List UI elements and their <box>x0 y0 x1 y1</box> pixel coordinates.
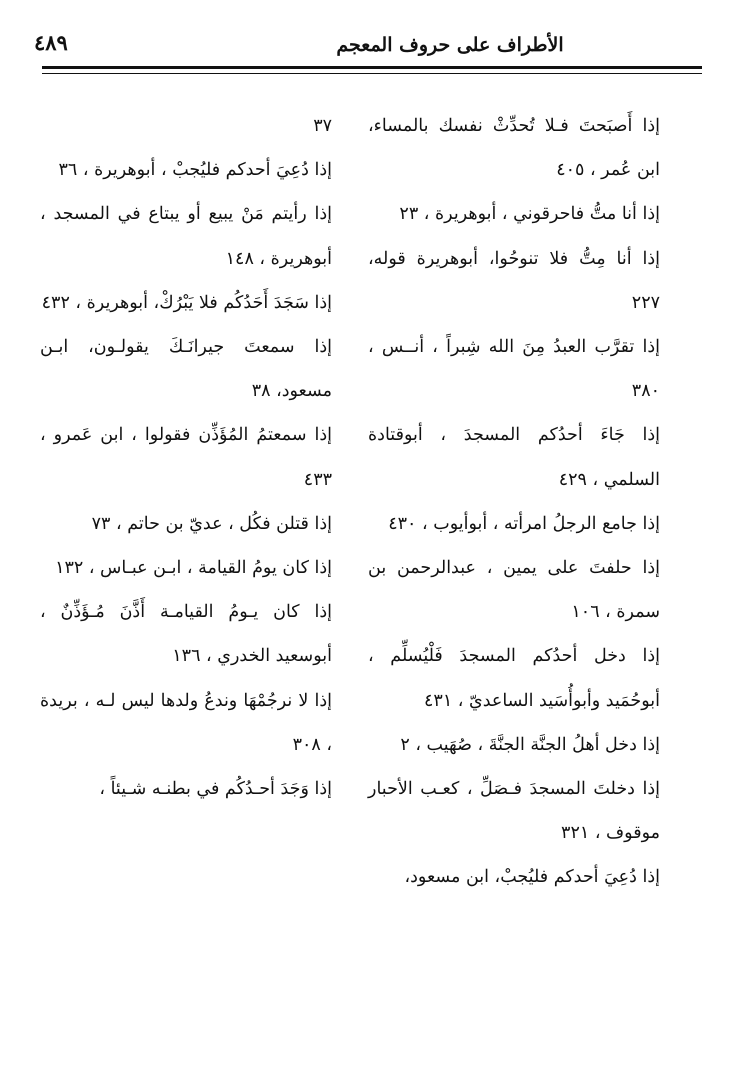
entry: إذا تقرَّب العبدُ مِنَ الله شِبراً ، أنــس ، ٣٨٠ <box>368 337 660 402</box>
entry: إذا كان يومُ القيامة ، ابـن عبـاس ، ١٣٢ <box>55 558 332 579</box>
entry: إذا دُعِيَ أحدكم فليُجبْ ، أبوهريرة ، ٣٦ <box>58 160 332 181</box>
entry: إذا جامع الرجلُ امرأته ، أبوأيوب ، ٤٣٠ <box>388 513 660 534</box>
entry: إذا لا نرجُمْهَا وندعُ ولدها ليس لـه ، بريدة ، ٣٠٨ <box>40 690 332 755</box>
entry: إذا دخلتَ المسجدَ فـصَلِّ ، كعـب الأحبار موقوف ، ٣٢١ <box>368 779 660 844</box>
entry: إذا أنا مِتُّ فلا تنوحُوا، أبوهريرة قوله، ٢٢٧ <box>368 248 660 313</box>
entry: إذا أنا متُّ فاحرقوني ، أبوهريرة ، ٢٣ <box>399 204 660 225</box>
entry: إذا أَصبَحتَ فـلا تُحدِّثْ نفسك بالمساء، ابن عُمر ، ٤٠٥ <box>368 116 660 181</box>
header-rule-thick <box>42 66 702 69</box>
entry: إذا حلفتَ على يمين ، عبدالرحمن بن سمرة ، ١٠٦ <box>368 558 660 623</box>
entry: إذا سَجَدَ أَحَدُكُم فلا يَبْرُكْ، أبوهريرة ، ٤٣٢ <box>41 292 332 313</box>
entry: إذا وَجَدَ أحـدُكُم في بطنـه شـيئاً ، <box>99 779 332 800</box>
entry: إذا كان يـومُ القيامـة أَذَّنَ مُـؤَذِّنٌ ، أبوسعيد الخدري ، ١٣٦ <box>40 602 332 667</box>
entry: إذا قتلن فكُل ، عديّ بن حاتم ، ٧٣ <box>91 513 332 534</box>
left-column <box>40 104 332 811</box>
right-column <box>368 104 660 900</box>
entry: إذا دخل أحدُكم المسجدَ فَلْيُسلِّم ، أبوحُمَيد وأبوأُسَيد الساعديّ ، ٤٣١ <box>368 646 660 711</box>
entry: إذا دُعِيَ أحدكم فليُجبْ، ابن مسعود، <box>404 867 660 888</box>
page-number: ٤٨٩ <box>34 30 68 55</box>
entry: إذا دخل أهلُ الجنَّة الجنَّةَ ، صُهَيب ، ٢ <box>400 734 660 755</box>
entry: إذا سمعتمُ المُؤَذِّن فقولوا ، ابن عَمرو ، ٤٣٣ <box>40 425 332 490</box>
entry: إذا رأيتم مَنْ يبيع أو يبتاع في المسجد ، أبوهريرة ، ١٤٨ <box>40 204 332 269</box>
header-rule-thin <box>42 73 702 74</box>
entry: إذا سمعتَ جيرانَـكَ يقولـون، ابـن مسعود، ٣٨ <box>40 337 332 402</box>
running-title: الأطراف على حروف المعجم <box>336 34 564 56</box>
entry: إذا جَاءَ أحدُكم المسجدَ ، أبوقتادة السلمي ، ٤٢٩ <box>368 425 660 490</box>
entry: ٣٧ <box>313 116 332 136</box>
